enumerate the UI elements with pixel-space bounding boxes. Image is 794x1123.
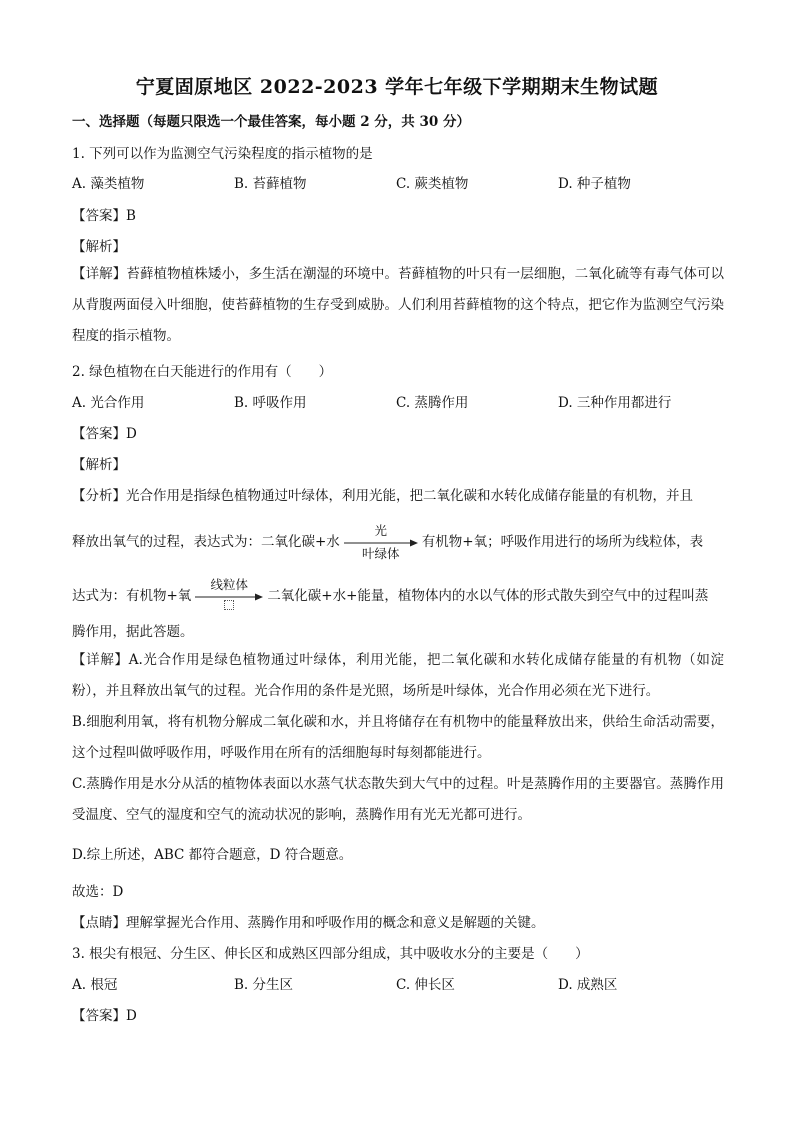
q2-option-c: C. 蒸腾作用 <box>396 395 469 411</box>
q1-detail-text: 苔藓植物植株矮小，多生活在潮湿的环境中。苔藓植物的叶只有一层细胞，二氧化硫等有毒气体可以从背腹两面侵入叶细胞，使苔藓植物的生存受到威胁。人们利用苔藓植物的这个特点，把它作为监测空气污染程度的指示植物。 <box>72 266 725 344</box>
q1-option-a: A. 藻类植物 <box>72 176 145 192</box>
question-1-stem: 1. 下列可以作为监测空气污染程度的指示植物的是 <box>72 146 373 162</box>
q2-fenxi-line-1 <box>72 484 693 504</box>
section-heading: 一、选择题（每题只限选一个最佳答案，每小题 2 分，共 30 分） <box>72 114 470 130</box>
q2-fenxi-text-3b: 二氧化碳+水+能量，植物体内的水以气体的形式散失到空气中的过程叫蒸 <box>267 588 709 604</box>
q1-analysis-label: 【解析】 <box>72 239 126 255</box>
q2-answer-value: D <box>126 426 137 442</box>
arrow-site-mitochondria: 线粒体 <box>210 576 249 592</box>
question-3-stem: 3. 根尖有根冠、分生区、伸长区和成熟区四部分组成，其中吸收水分的主要是（ ） <box>72 946 589 962</box>
arrow-condition-light: 光 <box>374 522 388 538</box>
q2-detail-d: D.综上所述，ABC 都符合题意，D 符合题意。 <box>72 847 353 863</box>
detail-label: 【详解】 <box>72 652 129 668</box>
q1-option-c: C. 蕨类植物 <box>396 176 469 192</box>
q3-option-d: D. 成熟区 <box>558 977 618 993</box>
page-title: 宁夏固原地区 2022-2023 学年七年级下学期期末生物试题 <box>135 76 659 98</box>
answer-label: 【答案】 <box>72 426 126 442</box>
q3-answer-value: D <box>126 1008 137 1024</box>
dianjing-label: 【点睛】 <box>72 915 126 931</box>
placeholder-box-icon <box>193 598 265 613</box>
q2-option-d: D. 三种作用都进行 <box>558 395 672 411</box>
arrow-site-chloroplast: 叶绿体 <box>362 545 400 561</box>
respiration-arrow <box>193 576 265 602</box>
q2-option-a: A. 光合作用 <box>72 395 145 411</box>
q2-fenxi-line-3 <box>72 576 709 604</box>
q3-option-a: A. 根冠 <box>72 977 118 993</box>
detail-label: 【详解】 <box>72 266 127 282</box>
q2-detail-b: B.细胞利用氧，将有机物分解成二氧化碳和水，并且将储存在有机物中的能量释放出来，供给生命活动需要，这个过程叫做呼吸作用，呼吸作用在所有的活细胞每时每刻都能进行。 <box>72 714 724 761</box>
q3-answer <box>72 1004 137 1024</box>
q3-option-c: C. 伸长区 <box>396 977 455 993</box>
q2-detail-a <box>72 645 724 707</box>
question-2-stem: 2. 绿色植物在白天能进行的作用有（ ） <box>72 364 333 380</box>
answer-label: 【答案】 <box>72 208 126 224</box>
q1-answer-value: B <box>126 208 136 224</box>
q2-fenxi-line-4: 腾作用，据此答题。 <box>72 624 194 640</box>
q2-fenxi-text-2b: 有机物+氧；呼吸作用进行的场所为线粒体，表 <box>421 534 704 550</box>
q2-fenxi-text-3a: 达式为：有机物+氧 <box>72 588 192 604</box>
photosynthesis-arrow <box>342 522 420 561</box>
q1-option-d: D. 种子植物 <box>558 176 631 192</box>
fenxi-label: 【分析】 <box>72 488 126 504</box>
q2-answer <box>72 422 137 442</box>
q2-analysis-label: 【解析】 <box>72 457 126 473</box>
q2-fenxi-text-2a: 释放出氧气的过程，表达式为：二氧化碳+水 <box>72 534 340 550</box>
q1-option-b: B. 苔藓植物 <box>234 176 307 192</box>
q2-dianjing <box>72 911 545 931</box>
q2-detail-a-text: A.光合作用是绿色植物通过叶绿体，利用光能，把二氧化碳和水转化成储存能量的有机物（如淀粉），并且释放出氧气的过程。光合作用的条件是光照，场所是叶绿体，光合作用必须在光下进行。 <box>72 652 725 699</box>
q1-detail <box>72 259 724 352</box>
q2-fenxi-line-2 <box>72 522 704 561</box>
q3-option-b: B. 分生区 <box>234 977 294 993</box>
answer-label: 【答案】 <box>72 1008 126 1024</box>
q2-fenxi-text-1: 光合作用是指绿色植物通过叶绿体，利用光能，把二氧化碳和水转化成储存能量的有机物，并且 <box>126 488 693 504</box>
q2-dianjing-text: 理解掌握光合作用、蒸腾作用和呼吸作用的概念和意义是解题的关键。 <box>126 915 545 931</box>
q2-detail-c: C.蒸腾作用是水分从活的植物体表面以水蒸气状态散失到大气中的过程。叶是蒸腾作用的主要器官。蒸腾作用受温度、空气的湿度和空气的流动状况的影响，蒸腾作用有光无光都可进行。 <box>72 776 724 823</box>
q2-option-b: B. 呼吸作用 <box>234 395 307 411</box>
q2-choice: 故选：D <box>72 884 124 900</box>
q1-answer <box>72 204 136 224</box>
